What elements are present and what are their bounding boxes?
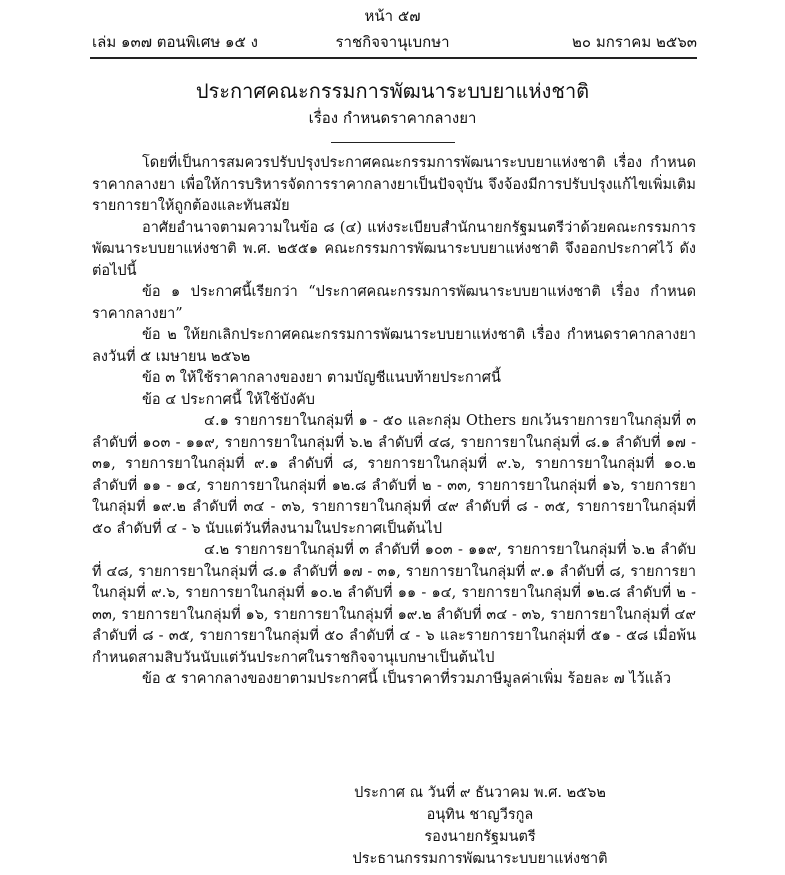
volume-issue: เล่ม ๑๓๗ ตอนพิเศษ ๑๕ ง [92,33,258,51]
signature-block [300,782,660,870]
clause-3: ข้อ ๓ ให้ใช้ราคากลางของยา ตามบัญชีแนบท้ายประกาศนี้ [142,370,501,386]
clause-2: ข้อ ๒ ให้ยกเลิกประกาศคณะกรรมการพัฒนาระบบยาแห่งชาติ เรื่อง กำหนดราคากลางยา ลงวันที่ ๕ เมษายน ๒๕๖๒ [92,327,696,365]
clause-5: ข้อ ๕ ราคากลางของยาตามประกาศนี้ เป็นราคาที่รวมภาษีมูลค่าเพิ่ม ร้อยละ ๗ ไว้แล้ว [142,671,672,687]
clause-1: ข้อ ๑ ประกาศนี้เรียกว่า “ประกาศคณะกรรมการพัฒนาระบบยาแห่งชาติ เรื่อง กำหนดราคากลางยา” [92,284,696,322]
authority-paragraph: อาศัยอำนาจตามความในข้อ ๘ (๔) แห่งระเบียบสำนักนายกรัฐมนตรีว่าด้วยคณะกรรมการพัฒนาระบบยาแห่งชาติ พ.ศ. ๒๕๕๑ คณะกรรมการพัฒนาระบบยาแห่งชาติ จึงออกประกาศไว้ ดังต่อไปนี้ [92,219,696,279]
signatory-position: รองนายกรัฐมนตรี [424,829,536,845]
clause-4-1: ๔.๑ รายการยาในกลุ่มที่ ๑ - ๕๐ และกลุ่ม Others ยกเว้นรายการยาในกลุ่มที่ ๓ ลำดับที่ ๑๐๓ - ๑๑๙, รายการยาในกลุ่มที่ ๖.๒ ลำดับที่ ๔๘, รายการยาในกลุ่มที่ ๘.๑ ลำดับที่ ๑๗ - ๓๑, รายการยาในกลุ่มที่ ๙.๑ ลำดับที่ ๘, รายการยาในกลุ่มที่ ๙.๖, รายการยาในกลุ่มที่ ๑๐.๒ ลำดับที่ ๑๑ - ๑๔, รายการยาในกลุ่มที่ ๑๒.๘ ลำดับที่ ๒ - ๓๓, รายการยาในกลุ่มที่ ๑๖, รายการยาในกลุ่มที่ ๑๙.๒ ลำดับที่ ๓๔ - ๓๖, รายการยาในกลุ่มที่ ๔๙ ลำดับที่ ๘ - ๓๕, รายการยาในกลุ่มที่ ๕๐ ลำดับที่ ๔ - ๖ นับแต่วันที่ลงนามในประกาศเป็นต้นไป [92,413,696,537]
document-subtitle: เรื่อง กำหนดราคากลางยา [308,109,477,127]
clause-4-2: ๔.๒ รายการยาในกลุ่มที่ ๓ ลำดับที่ ๑๐๓ - ๑๑๙, รายการยาในกลุ่มที่ ๖.๒ ลำดับที่ ๔๘, รายการยาในกลุ่มที่ ๘.๑ ลำดับที่ ๑๗ - ๓๑, รายการยาในกลุ่มที่ ๙.๑ ลำดับที่ ๘, รายการยาในกลุ่มที่ ๙.๖, รายการยาในกลุ่มที่ ๑๐.๒ ลำดับที่ ๑๑ - ๑๔, รายการยาในกลุ่มที่ ๑๒.๘ ลำดับที่ ๒ - ๓๓, รายการยาในกลุ่มที่ ๑๖, รายการยาในกลุ่มที่ ๑๙.๒ ลำดับที่ ๓๔ - ๓๖, รายการยาในกลุ่มที่ ๔๙ ลำดับที่ ๘ - ๓๕, รายการยาในกลุ่มที่ ๕๐ ลำดับที่ ๔ - ๖ และรายการยาในกลุ่มที่ ๕๑ - ๕๘ เมื่อพ้นกำหนดสามสิบวันนับแต่วันประกาศในราชกิจจานุเบกษาเป็นต้นไป [92,542,696,666]
header-rule [90,57,697,59]
document-title: ประกาศคณะกรรมการพัฒนาระบบยาแห่งชาติ [195,79,590,103]
page-number: หน้า ๕๗ [364,7,421,25]
publication-name: ราชกิจจานุเบกษา [335,33,450,51]
preamble-paragraph: โดยที่เป็นการสมควรปรับปรุงประกาศคณะกรรมการพัฒนาระบบยาแห่งชาติ เรื่อง กำหนดราคากลางยา เพื่อให้การบริหารจัดการราคากลางยาเป็นปัจจุบัน จึงจ้องมีการปรับปรุงแก้ไขเพิ่มเติมรายการยาให้ถูกต้องและทันสมัย [92,155,696,214]
document-body [92,153,696,691]
announcement-date: ประกาศ ณ วันที่ ๙ ธันวาคม พ.ศ. ๒๕๖๒ [354,785,606,801]
title-underline [331,142,455,143]
clause-4: ข้อ ๔ ประกาศนี้ ให้ใช้บังคับ [142,391,315,408]
signatory-role: ประธานกรรมการพัฒนาระบบยาแห่งชาติ [352,851,608,867]
signatory-name: อนุทิน ชาญวีรกูล [426,807,534,823]
publication-date: ๒๐ มกราคม ๒๕๖๓ [572,33,697,51]
